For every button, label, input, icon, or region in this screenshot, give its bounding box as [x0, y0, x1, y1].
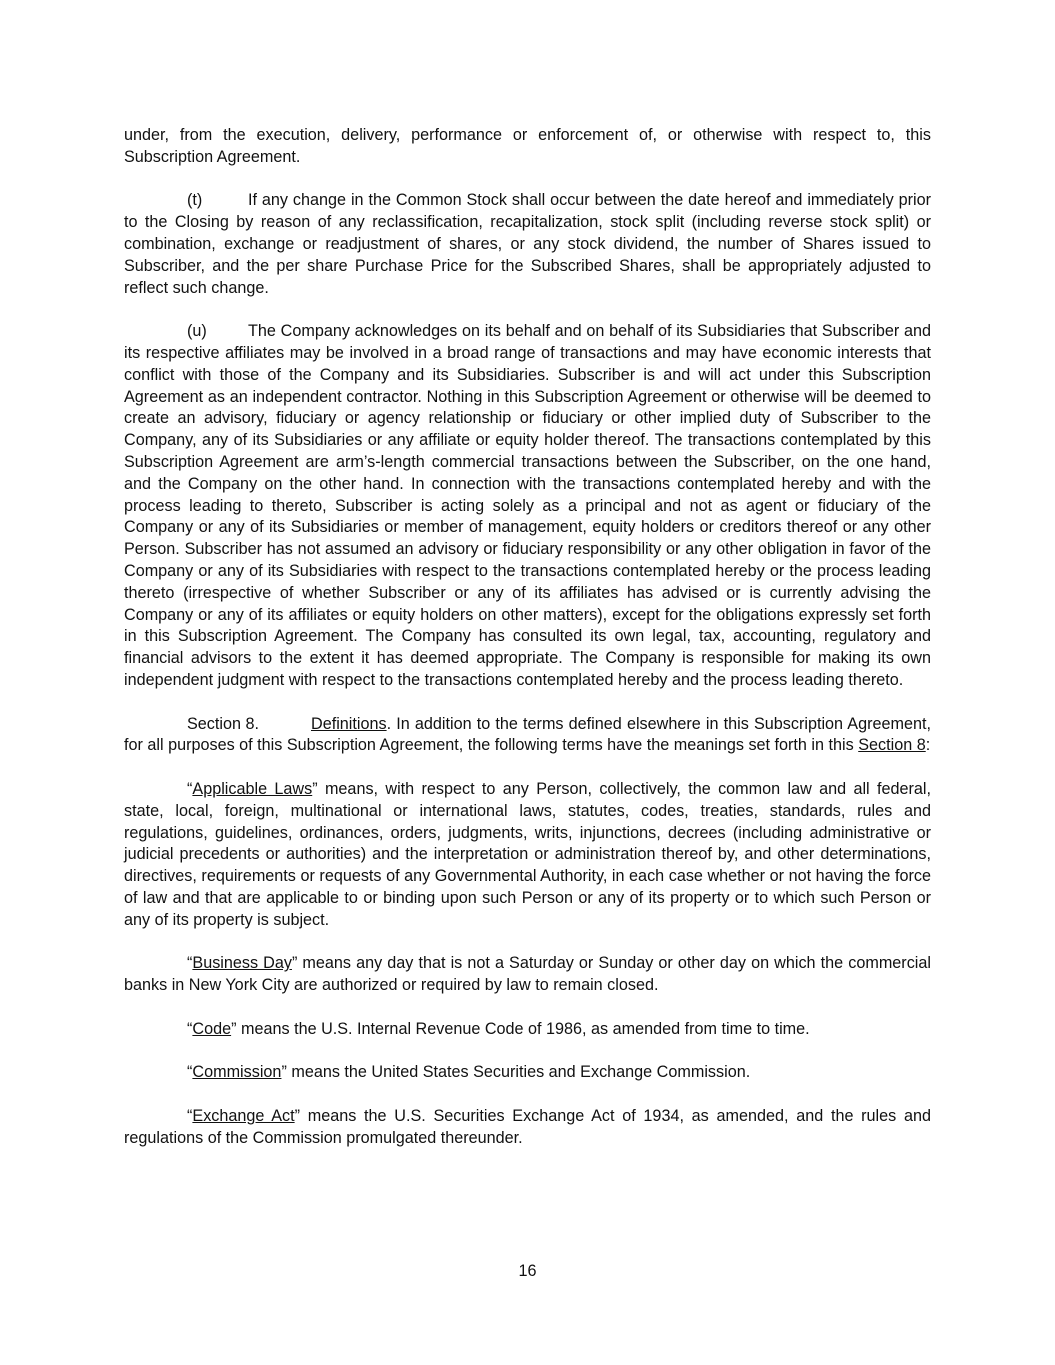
definition-exchange-act: [124, 1106, 931, 1150]
section-heading: Definitions: [311, 714, 387, 733]
open-quote: “: [187, 954, 193, 973]
close-quote: ”: [281, 1063, 287, 1082]
paragraph-continuation: under, from the execution, delivery, performance or enforcement of, or otherwise with respect to, this Subscription Agreement.: [124, 126, 931, 166]
document-body: [124, 125, 931, 1171]
page-number: 16: [518, 1262, 537, 1280]
defined-term: Applicable Laws: [192, 779, 313, 798]
paragraph-label-u: (u): [187, 322, 207, 341]
close-quote: ”: [291, 954, 298, 973]
close-quote: ”: [312, 779, 318, 798]
close-quote: ”: [231, 1019, 237, 1038]
open-quote: “: [187, 1106, 193, 1125]
section-label: Section 8.: [187, 714, 259, 733]
open-quote: “: [187, 779, 193, 798]
definition-text: means the United States Securities and Exchange Commission.: [286, 1063, 751, 1082]
paragraph-text-u: The Company acknowledges on its behalf and on behalf of its Subsidiaries that Subscriber and its respective affiliates may be involved in a broad range of transactions and may have economic interests that conflict with those of the Company and its Subsidiaries. Subscriber is and will act under this Subscription Agreement as an independent contractor. Nothing in this Subscription Agreement or otherwise will be deemed to create an advisory, fiduciary or agency relationship or fiduciary or other implied duty of Subscriber to the Company, any of its Subsidiaries or any affiliate or equity holder thereof. The transactions contemplated by this Subscription Agreement are arm’s-length commercial transactions between the Subscriber, on the one hand, and the Company on the other hand. In connection with the transactions contemplated hereby and with the process leading to thereto, Subscriber is acting solely as a principal and not as agent or fiduciary of the Company or any of its Subsidiaries or member of management, equity holders or creditors thereof or any other Person. Subscriber has not assumed an advisory or fiduciary responsibility or any other obligation in favor of the Company or any of its Subsidiaries with respect to the transactions contemplated hereby or the process leading thereto (irrespective of whether Subscriber or any of its affiliates has advised or is currently advising the Company or any of its affiliates or equity holders on other matters), except for the obligations expressly set forth in this Subscription Agreement. The Company has consulted its own legal, tax, accounting, regulatory and financial advisors to the extent it has deemed appropriate. The Company is responsible for making its own independent judgment with respect to the transactions contemplated hereby and the process leading thereto.: [124, 322, 931, 689]
section-intro-end: :: [925, 736, 931, 755]
definition-text: means, with respect to any Person, collectively, the common law and all federal, state, local, foreign, multinational or international laws, statutes, codes, treaties, standards, rules and regulations, guidelines, ordinances, orders, judgments, writs, injunctions, decrees (including administrative or judicial precedents or authorities) and the interpretation or administration thereof by, and other determinations, directives, requirements or requests of any Governmental Authority, in each case whether or not having the force of law and that are applicable to or binding upon such Person or any of its property or to which such Person or any of its property is subject.: [124, 779, 931, 929]
section-reference: Section 8: [858, 736, 926, 755]
definition-text: means the U.S. Internal Revenue Code of 1986, as amended from time to time.: [236, 1019, 810, 1038]
paragraph-label-t: (t): [187, 191, 203, 210]
definition-text: means the U.S. Securities Exchange Act of 1934, as amended, and the rules and regulations of the Commission promulgated thereunder.: [124, 1106, 931, 1147]
defined-term: Exchange Act: [192, 1106, 295, 1125]
section-intro-text: . In addition to the terms defined elsewhere in this Subscription Agreement, for all purposes of this Subscription Agreement, the following terms have the meanings set forth in this: [124, 714, 931, 755]
close-quote: ”: [294, 1106, 300, 1125]
paragraph-t: [124, 190, 931, 299]
definition-commission: [124, 1062, 931, 1084]
paragraph-text-t: If any change in the Common Stock shall occur between the date hereof and immediately prior to the Closing by reason of any reclassification, recapitalization, stock split (including reverse stock split) or combination, exchange or readjustment of shares, or any stock dividend, the number of Shares issued to Subscriber, and the per share Purchase Price for the Subscribed Shares, shall be appropriately adjusted to reflect such change.: [124, 191, 931, 297]
definition-code: [124, 1019, 931, 1041]
open-quote: “: [187, 1019, 193, 1038]
defined-term: Business Day: [192, 954, 292, 973]
defined-term: Code: [192, 1019, 232, 1038]
open-quote: “: [187, 1063, 193, 1082]
defined-term: Commission: [192, 1063, 282, 1082]
definition-business-day: [124, 953, 931, 997]
section-8-paragraph: [124, 714, 931, 758]
definition-text: means any day that is not a Saturday or Sunday or other day on which the commercial banks in New York City are authorized or required by law to remain closed.: [124, 954, 931, 995]
definition-applicable-laws: [124, 779, 931, 932]
paragraph-u: [124, 321, 931, 692]
